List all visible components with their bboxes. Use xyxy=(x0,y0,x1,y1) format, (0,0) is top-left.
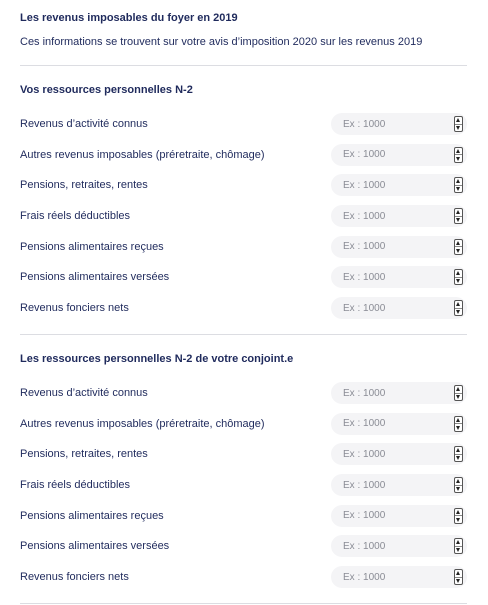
number-stepper-icon[interactable] xyxy=(454,300,463,316)
section-divider xyxy=(20,65,467,66)
number-stepper-icon[interactable] xyxy=(454,269,463,285)
row-label: Revenus fonciers nets xyxy=(20,302,129,315)
amount-field[interactable] xyxy=(331,505,467,527)
number-stepper-icon[interactable] xyxy=(454,508,463,524)
row-label: Pensions alimentaires reçues xyxy=(20,240,164,253)
amount-field[interactable] xyxy=(331,144,467,166)
income-row-pensions xyxy=(20,174,467,196)
income-row-alimony-paid xyxy=(20,266,467,288)
number-stepper-icon[interactable] xyxy=(454,177,463,193)
amount-field[interactable] xyxy=(331,443,467,465)
number-stepper-icon[interactable] xyxy=(454,385,463,401)
row-label: Pensions alimentaires versées xyxy=(20,540,170,553)
stepper-down-arrow-icon[interactable] xyxy=(455,454,462,461)
amount-input[interactable] xyxy=(331,205,441,227)
row-label: Autres revenus imposables (préretraite, chômage) xyxy=(20,417,265,430)
income-row-other-taxable xyxy=(20,413,467,435)
amount-field[interactable] xyxy=(331,382,467,404)
stepper-down-arrow-icon[interactable] xyxy=(455,247,462,254)
amount-field[interactable] xyxy=(331,266,467,288)
section-divider xyxy=(20,334,467,335)
row-label: Pensions, retraites, rentes xyxy=(20,179,148,192)
stepper-down-arrow-icon[interactable] xyxy=(455,308,462,315)
amount-input[interactable] xyxy=(331,382,441,404)
row-label: Pensions alimentaires reçues xyxy=(20,509,164,522)
row-label: Pensions alimentaires versées xyxy=(20,271,170,284)
income-row-activity xyxy=(20,113,467,135)
stepper-down-arrow-icon[interactable] xyxy=(455,485,462,492)
stepper-down-arrow-icon[interactable] xyxy=(455,277,462,284)
amount-input[interactable] xyxy=(331,413,441,435)
form-title: Les revenus imposables du foyer en 2019 xyxy=(20,12,238,24)
stepper-down-arrow-icon[interactable] xyxy=(455,155,462,162)
amount-field[interactable] xyxy=(331,205,467,227)
amount-field[interactable] xyxy=(331,474,467,496)
amount-input[interactable] xyxy=(331,443,441,465)
amount-input[interactable] xyxy=(331,144,441,166)
row-label: Frais réels déductibles xyxy=(20,479,131,492)
income-row-property-income xyxy=(20,566,467,588)
income-row-deductible-expenses xyxy=(20,205,467,227)
number-stepper-icon[interactable] xyxy=(454,147,463,163)
number-stepper-icon[interactable] xyxy=(454,239,463,255)
stepper-down-arrow-icon[interactable] xyxy=(455,216,462,223)
row-label: Revenus d’activité connus xyxy=(20,118,148,130)
amount-input[interactable] xyxy=(331,535,441,557)
form-header xyxy=(20,10,470,50)
income-row-activity xyxy=(20,382,467,404)
amount-input[interactable] xyxy=(331,297,441,319)
number-stepper-icon[interactable] xyxy=(454,208,463,224)
amount-field[interactable] xyxy=(331,535,467,557)
row-label: Pensions, retraites, rentes xyxy=(20,448,148,461)
amount-field[interactable] xyxy=(331,236,467,258)
amount-input[interactable] xyxy=(331,266,441,288)
number-stepper-icon[interactable] xyxy=(454,116,463,132)
amount-input[interactable] xyxy=(331,505,441,527)
stepper-down-arrow-icon[interactable] xyxy=(455,577,462,584)
amount-input[interactable] xyxy=(331,236,441,258)
section-personal-resources xyxy=(20,82,467,328)
stepper-down-arrow-icon[interactable] xyxy=(455,393,462,400)
amount-input[interactable] xyxy=(331,113,441,135)
number-stepper-icon[interactable] xyxy=(454,538,463,554)
stepper-down-arrow-icon[interactable] xyxy=(455,516,462,523)
form-subtitle: Ces informations se trouvent sur votre avis d’imposition 2020 sur les revenus 2019 xyxy=(20,36,423,48)
amount-field[interactable] xyxy=(331,174,467,196)
row-label: Revenus d’activité connus xyxy=(20,387,148,399)
income-rows xyxy=(20,113,467,319)
amount-field[interactable] xyxy=(331,413,467,435)
row-label: Autres revenus imposables (préretraite, chômage) xyxy=(20,148,265,161)
income-row-deductible-expenses xyxy=(20,474,467,496)
income-row-property-income xyxy=(20,297,467,319)
section-title: Vos ressources personnelles N-2 xyxy=(20,84,193,96)
amount-field[interactable] xyxy=(331,566,467,588)
stepper-down-arrow-icon[interactable] xyxy=(455,185,462,192)
row-label: Revenus fonciers nets xyxy=(20,571,129,584)
number-stepper-icon[interactable] xyxy=(454,569,463,585)
number-stepper-icon[interactable] xyxy=(454,416,463,432)
amount-input[interactable] xyxy=(331,566,441,588)
amount-input[interactable] xyxy=(331,174,441,196)
number-stepper-icon[interactable] xyxy=(454,446,463,462)
income-rows xyxy=(20,382,467,588)
row-label: Frais réels déductibles xyxy=(20,210,131,223)
amount-input[interactable] xyxy=(331,474,441,496)
income-row-alimony-paid xyxy=(20,535,467,557)
amount-field[interactable] xyxy=(331,297,467,319)
section-divider xyxy=(20,603,467,604)
income-row-other-taxable xyxy=(20,144,467,166)
section-partner-resources xyxy=(20,351,467,597)
amount-field[interactable] xyxy=(331,113,467,135)
income-row-alimony-received xyxy=(20,505,467,527)
stepper-down-arrow-icon[interactable] xyxy=(455,546,462,553)
income-row-pensions xyxy=(20,443,467,465)
income-row-alimony-received xyxy=(20,236,467,258)
stepper-down-arrow-icon[interactable] xyxy=(455,124,462,131)
section-title: Les ressources personnelles N-2 de votre conjoint.e xyxy=(20,353,294,365)
stepper-down-arrow-icon[interactable] xyxy=(455,424,462,431)
number-stepper-icon[interactable] xyxy=(454,477,463,493)
